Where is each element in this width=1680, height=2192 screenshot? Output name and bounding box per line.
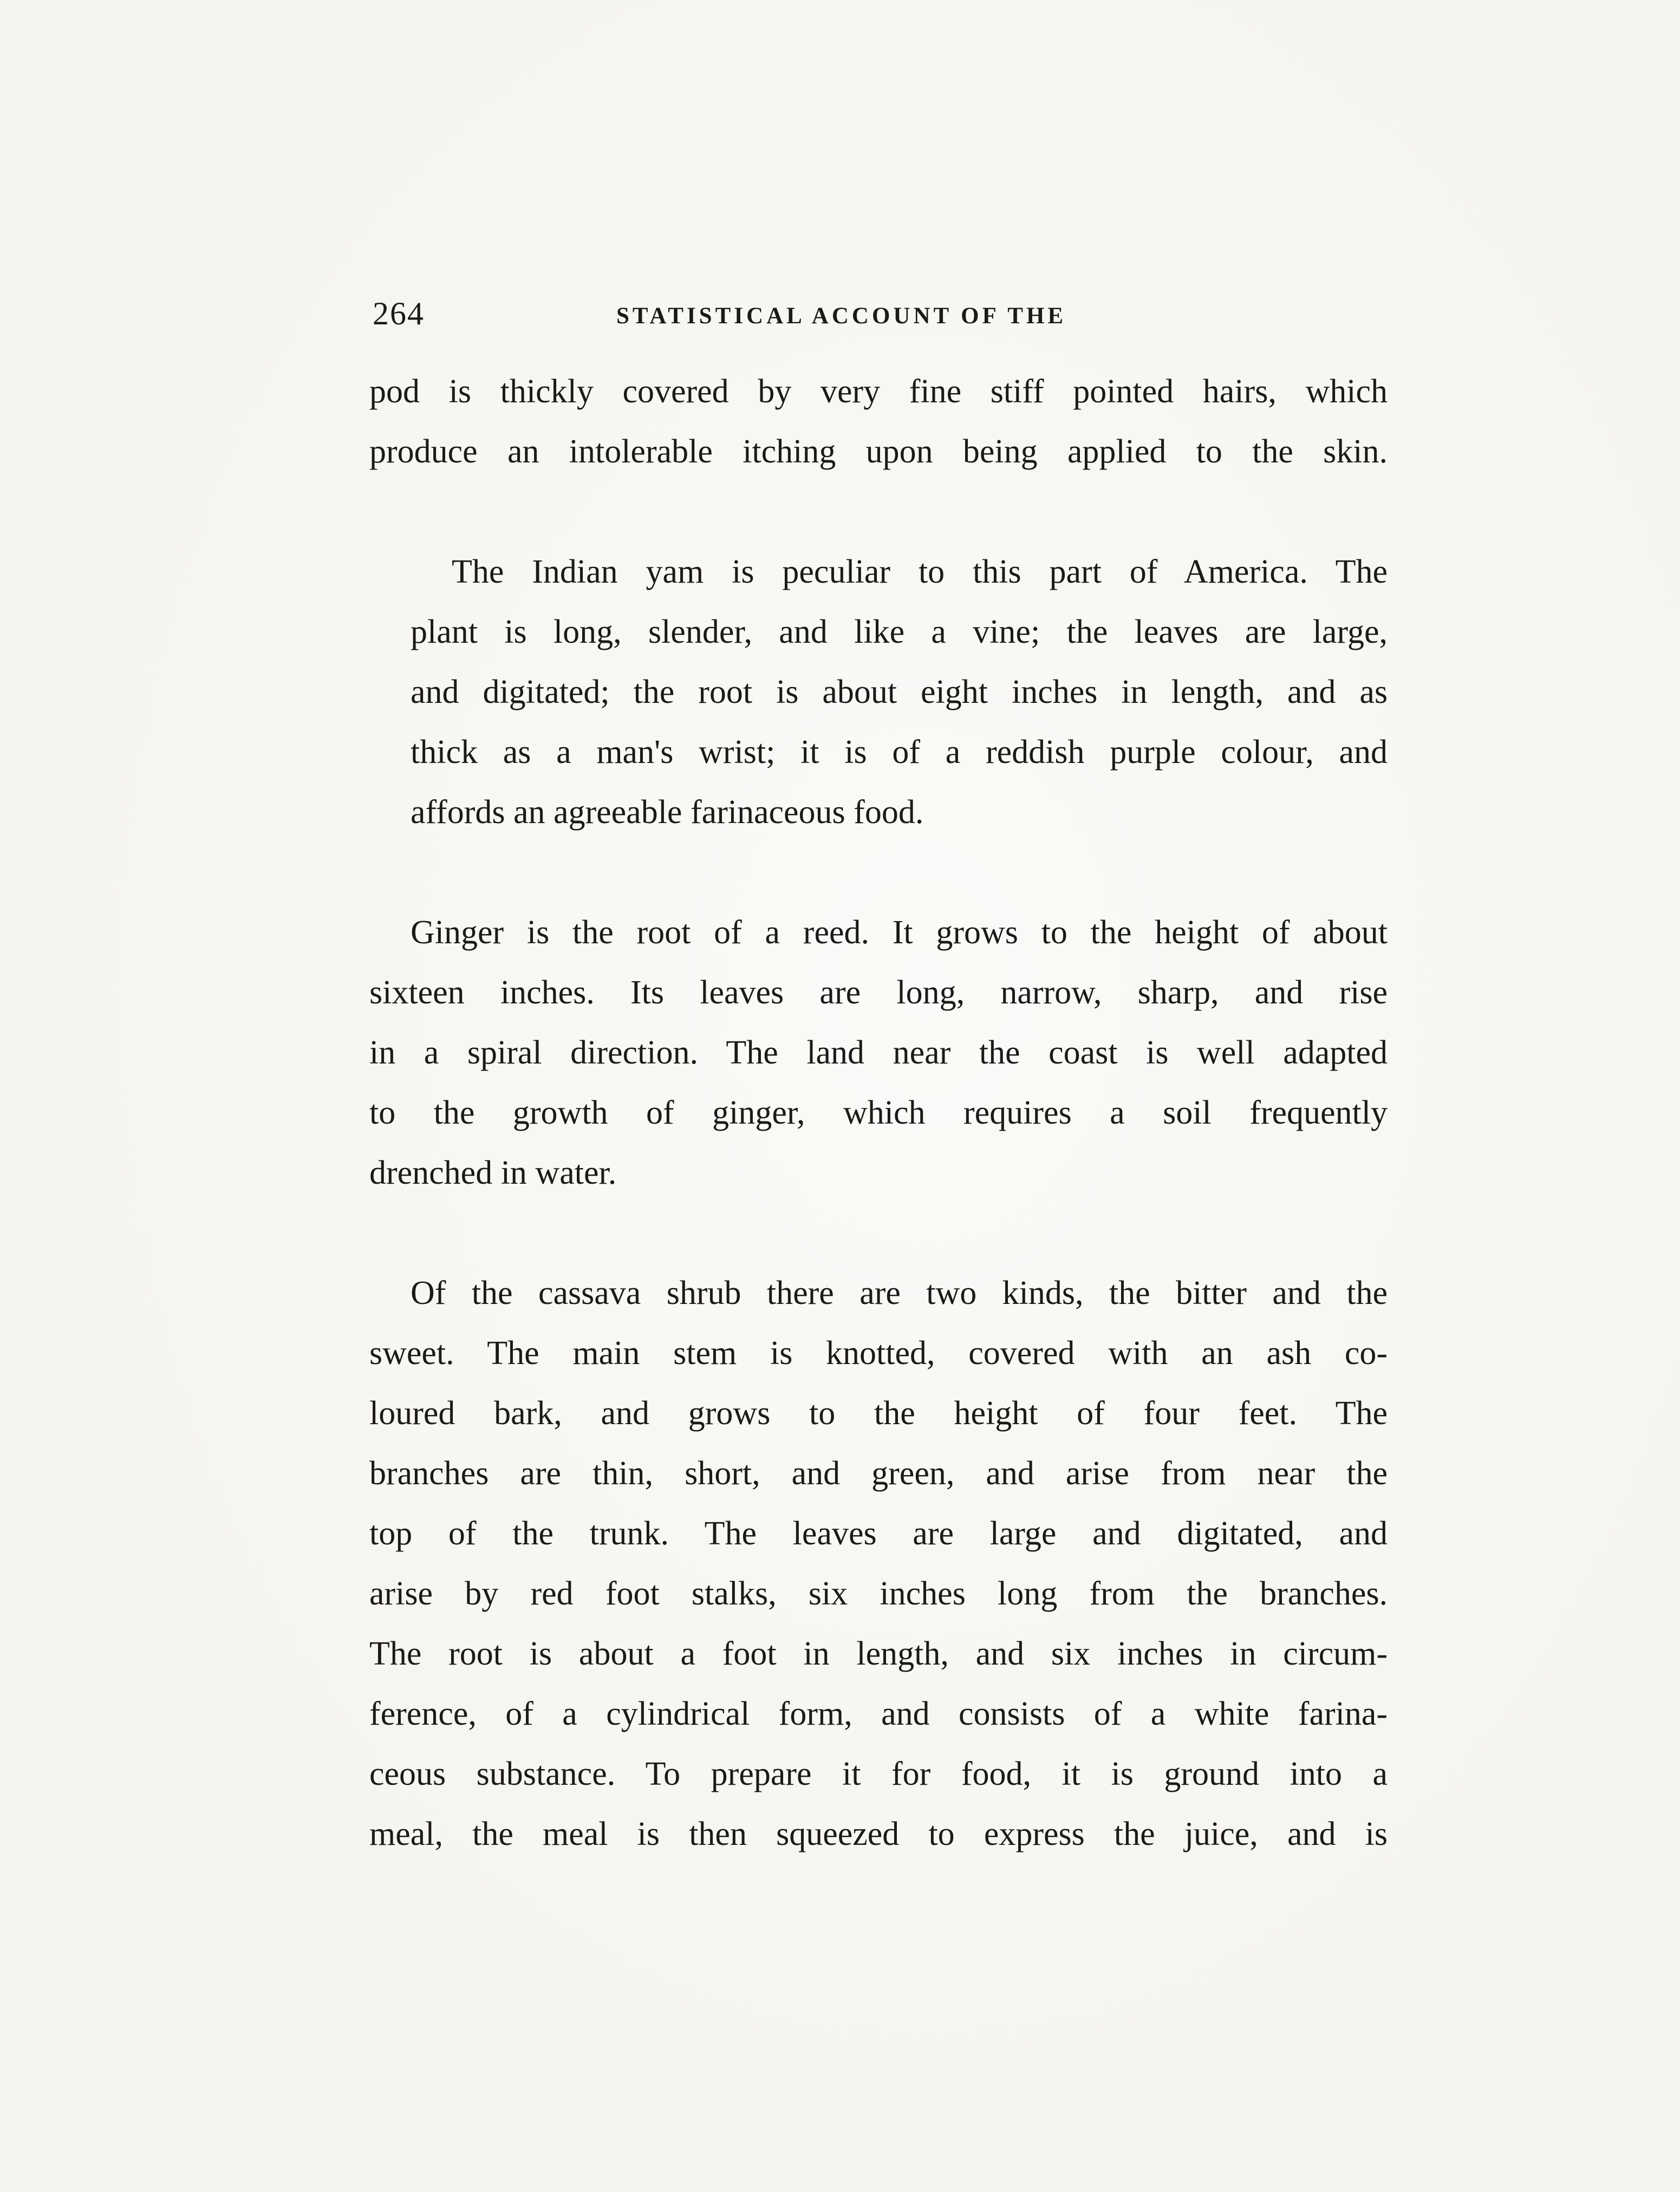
page-number: 264 [373,296,425,331]
text-line: produce an intolerable itching upon being applied to the skin. [369,433,1388,470]
text-line: to the growth of ginger, which requires a soil frequently [369,1094,1388,1131]
paragraph-gap [369,482,1388,542]
text-line: arise by red foot stalks, six inches long from the branches. [369,1575,1388,1612]
paragraph [369,903,1388,1203]
text-line: and digitated; the root is about eight inches in length, and as [411,674,1388,710]
page-header [373,295,1391,344]
text-line: drenched in water. [369,1154,617,1191]
paragraph-gap [369,1203,1388,1263]
paragraph [369,1263,1388,1864]
text-line: pod is thickly covered by very fine stiff pointed hairs, which [369,373,1388,410]
text-line: plant is long, slender, and like a vine; the leaves are large, [411,614,1388,650]
text-line: in a spiral direction. The land near the coast is well adapted [369,1034,1388,1071]
text-line: loured bark, and grows to the height of four feet. The [369,1395,1388,1432]
body-text [369,362,1388,1864]
text-line: sweet. The main stem is knotted, covered with an ash co- [369,1335,1388,1372]
text-line: The root is about a foot in length, and six inches in circum- [369,1635,1388,1672]
paragraph [369,542,1388,843]
text-line: affords an agreeable farinaceous food. [411,794,924,831]
text-line: ference, of a cylindrical form, and consists of a white farina- [369,1695,1388,1732]
text-line: ceous substance. To prepare it for food, it is ground into a [369,1756,1388,1792]
text-line: The Indian yam is peculiar to this part of America. The [452,553,1388,590]
text-line: branches are thin, short, and green, and arise from near the [369,1455,1388,1492]
paragraph-gap [369,843,1388,903]
text-line: Of the cassava shrub there are two kinds, the bitter and the [411,1275,1388,1312]
paragraph [369,362,1388,482]
running-head: STATISTICAL ACCOUNT OF THE [616,303,1067,329]
text-line: sixteen inches. Its leaves are long, narrow, sharp, and rise [369,974,1388,1011]
text-line: top of the trunk. The leaves are large and digitated, and [369,1515,1388,1552]
text-line: thick as a man's wrist; it is of a reddish purple colour, and [411,734,1388,771]
text-line: meal, the meal is then squeezed to express the juice, and is [369,1816,1388,1852]
text-line: Ginger is the root of a reed. It grows to the height of about [411,914,1388,951]
